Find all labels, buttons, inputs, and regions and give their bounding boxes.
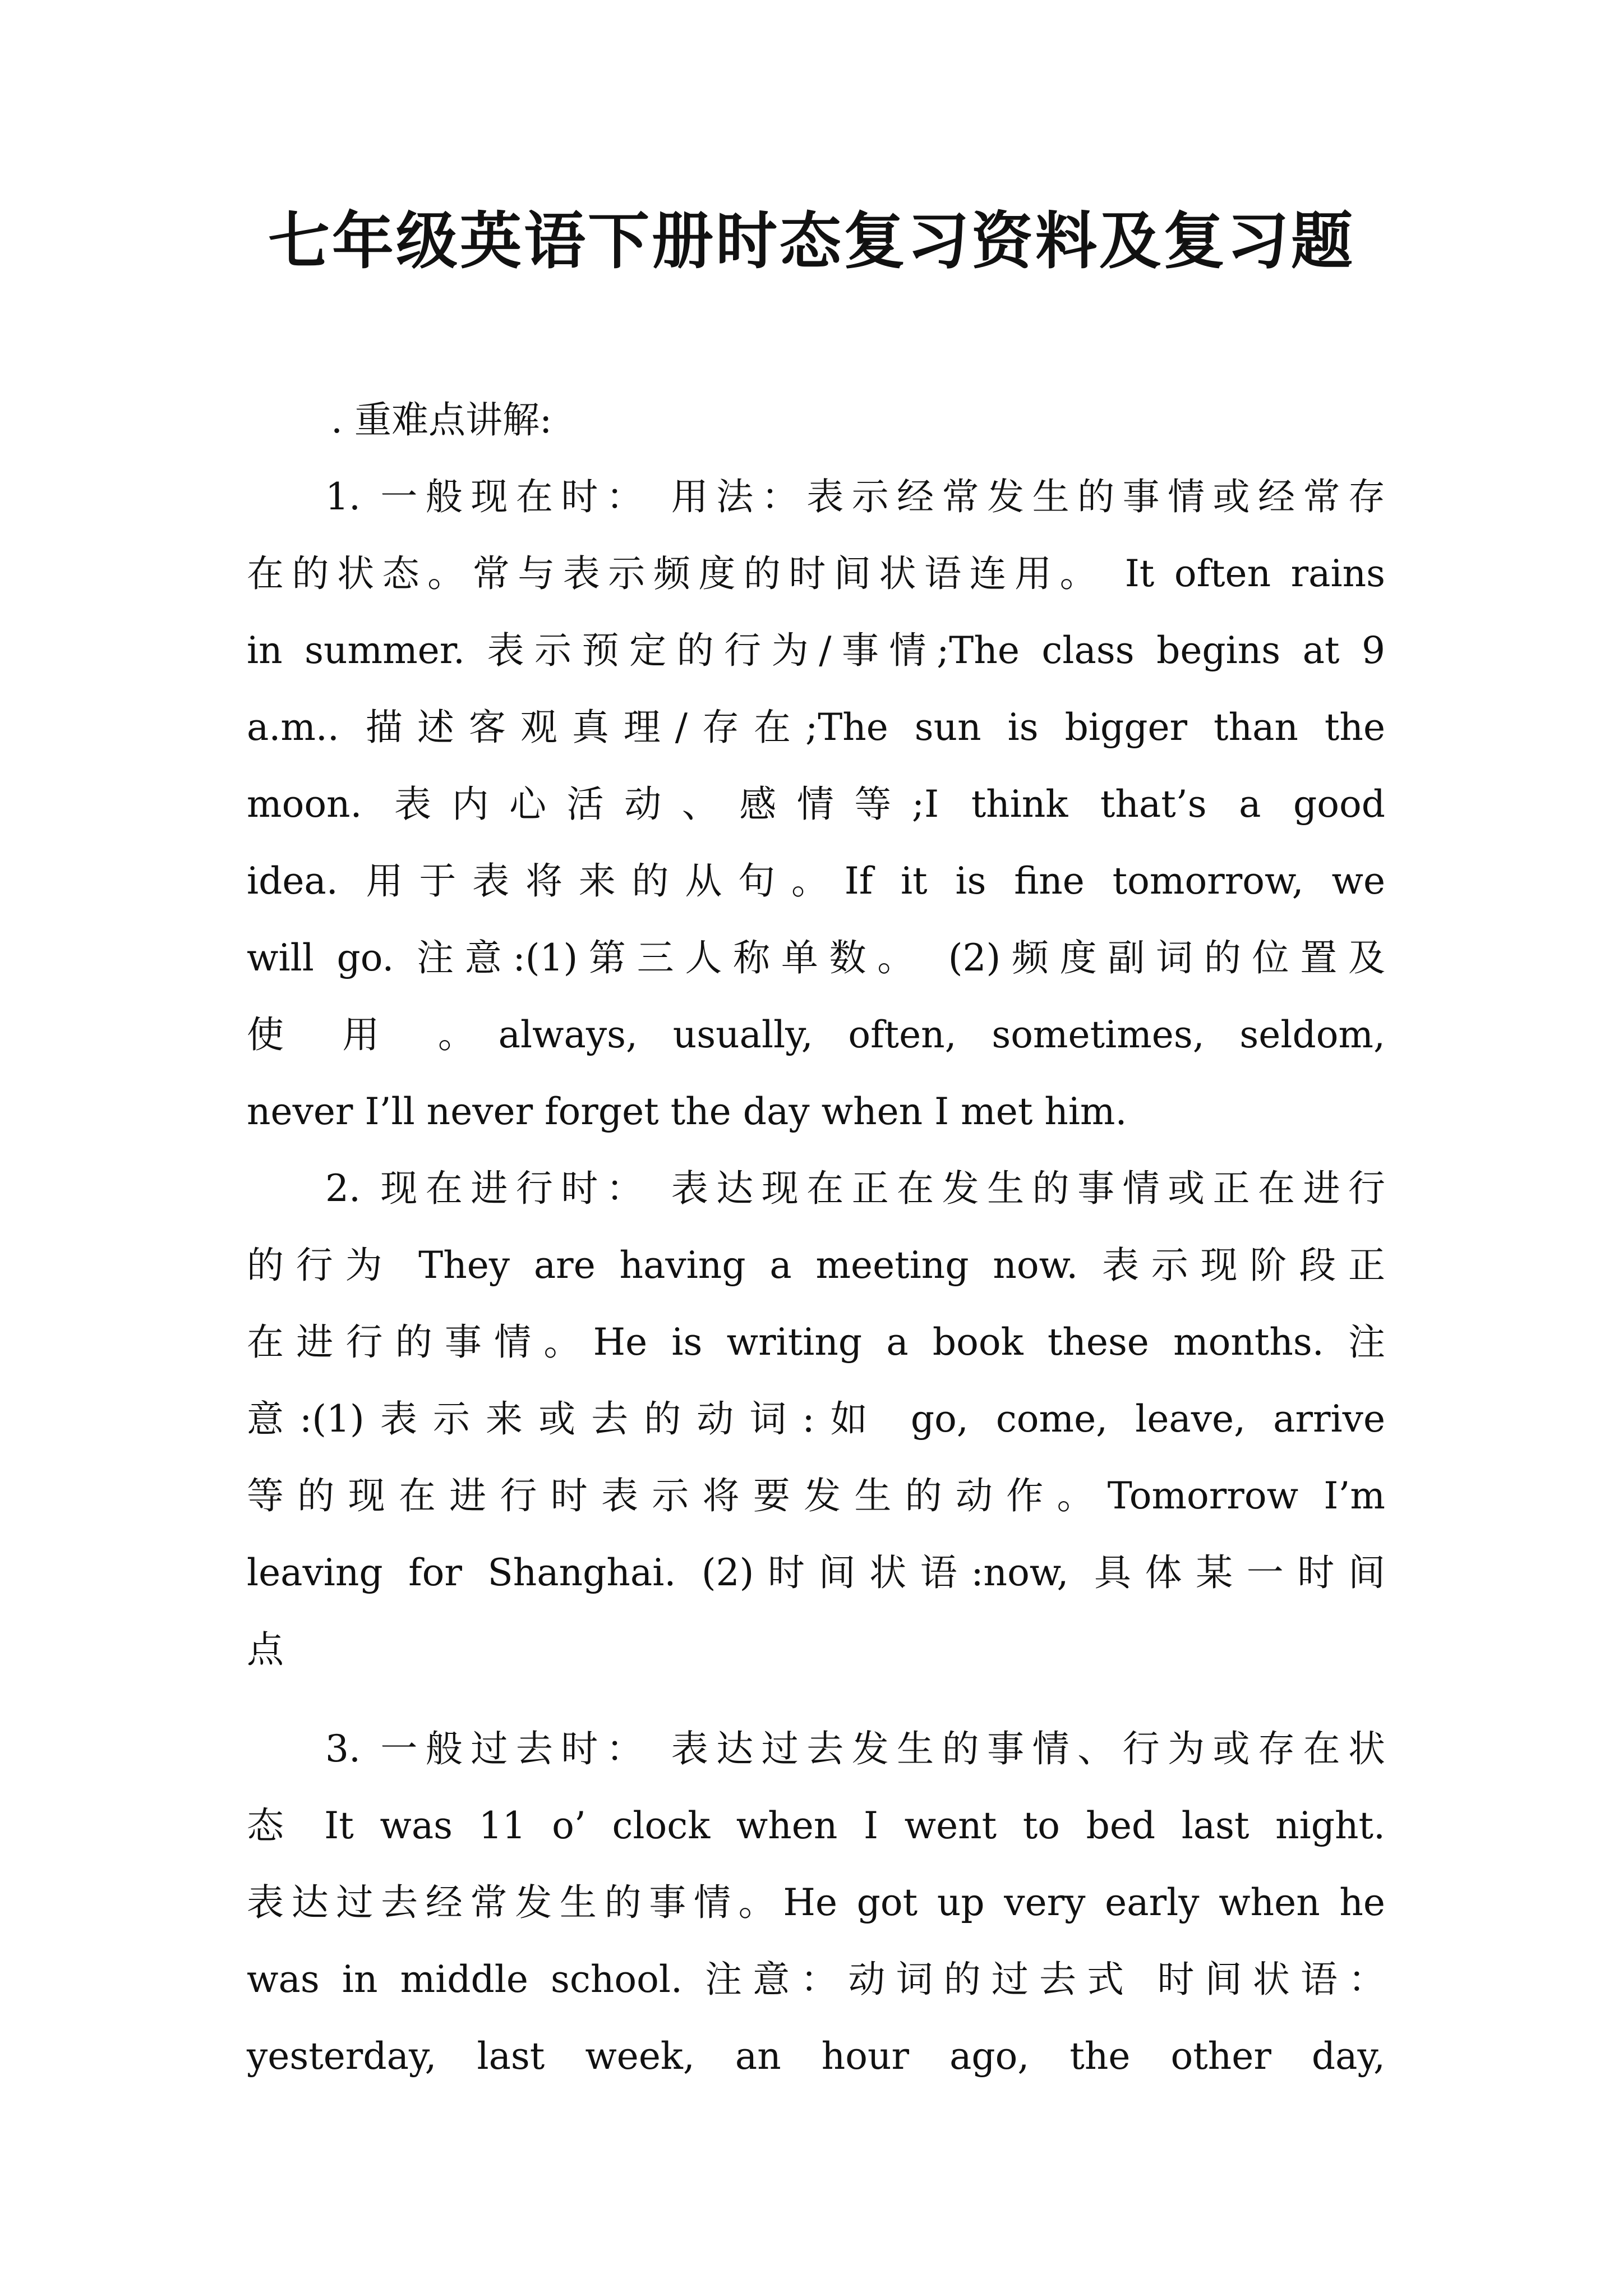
paragraph-line: 点 <box>247 1628 284 1671</box>
paragraph-line: in summer. 表示预定的行为/事情;The class begins at 9 <box>247 629 1385 672</box>
document-title: 七年级英语下册时态复习资料及复习题 <box>268 205 1355 277</box>
paragraph-line: 使 用 。always, usually, often, sometimes, seldom, <box>247 1013 1385 1056</box>
paragraph-line: 3. 一般过去时： 表达过去发生的事情、行为或存在状 <box>325 1727 1385 1770</box>
paragraph-gap <box>247 1688 1385 1710</box>
paragraph-line: a.m.. 描述客观真理/存在;The sun is bigger than the <box>247 706 1385 749</box>
section-heading: . 重难点讲解: <box>331 398 552 441</box>
paragraph-line: was in middle school. 注意：动词的过去式 时间状语： <box>247 1958 1385 2001</box>
paragraph-line: yesterday, last week, an hour ago, the other day, <box>247 2035 1385 2078</box>
paragraph-line: will go. 注意:(1)第三人称单数。 (2)频度副词的位置及 <box>247 936 1385 979</box>
paragraph-line: moon. 表内心活动、感情等;I think that’s a good <box>247 783 1385 826</box>
paragraph-line: idea. 用于表将来的从句。If it is fine tomorrow, we <box>247 859 1385 903</box>
paragraph-line: 表达过去经常发生的事情。He got up very early when he <box>247 1881 1385 1924</box>
paragraph-line: 意:(1)表示来或去的动词:如 go, come, leave, arrive <box>247 1397 1385 1441</box>
paragraph-line: 1. 一般现在时： 用法：表示经常发生的事情或经常存 <box>325 475 1385 518</box>
paragraph-line: 在的状态。常与表示频度的时间状语连用。 It often rains <box>247 552 1385 595</box>
paragraph-line: 等的现在进行时表示将要发生的动作。Tomorrow I’m <box>247 1474 1385 1517</box>
paragraph-line: never I’ll never forget the day when I met him. <box>247 1090 1127 1133</box>
document-body <box>247 381 1385 2095</box>
paragraph-line: 态 It was 11 o’ clock when I went to bed last night. <box>247 1804 1385 1847</box>
paragraph-line: leaving for Shanghai. (2)时间状语:now, 具体某一时间 <box>247 1551 1385 1594</box>
paragraph-line: 2. 现在进行时： 表达现在正在发生的事情或正在进行 <box>325 1167 1385 1210</box>
paragraph-line: 的行为 They are having a meeting now. 表示现阶段正 <box>247 1244 1385 1287</box>
paragraph-line: 在进行的事情。He is writing a book these months. 注 <box>247 1320 1385 1364</box>
